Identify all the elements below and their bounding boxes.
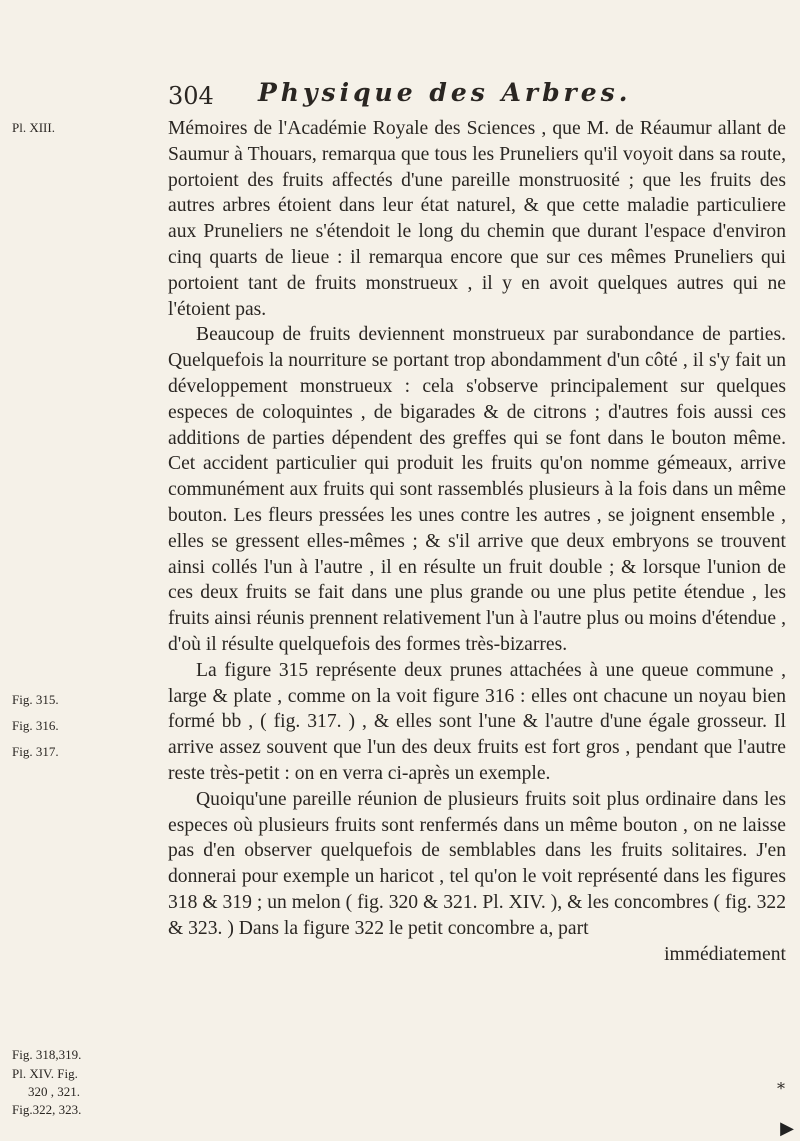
body-text [168,116,786,967]
page-header [168,78,768,118]
stray-asterisk: * [777,1079,785,1098]
paragraph: La figure 315 représente deux prunes attachées à une queue commune , large & plate , comme on la voit figure 316 : elles ont chacune un noyau bien formé bb , ( fig. 317. ) , & elles sont l'une & l'autre d'une égale grosseur. Il arrive assez souvent que l'un des deux fruits est fort gros , pendant que l'autre reste très-petit : on en verra ci-après un exemple. [168,659,786,784]
margin-note-fig-318: Fig. 318,319. [12,1047,82,1062]
margin-note-fig-315: Fig. 315. [12,692,59,707]
margin-note-fig-316: Fig. 316. [12,718,59,733]
paragraph: Beaucoup de fruits deviennent monstrueux par surabondance de parties. Quelquefois la nourriture se portant trop abondamment d'un côté , il s'y fait un développement monstrueux : cela s'observe principalement sur quelques especes de coloquintes , de bigarades & de citrons ; d'autres fois aussi ces additions de parties dépendent des greffes qui se font dans le bouton même. Cet accident particulier qui produit les fruits qu'on nomme gémeaux, arrive communément aux fruits qui sont rassemblés plusieurs à la fois dans un même bouton. Les fleurs pressées les unes contre les autres , se joignent ensemble , elles se gressent elles-mêmes ; & s'il arrive que deux embryons se trouvent ainsi collés l'un à l'autre , il en résulte un fruit double ; & lorsque l'union de ces deux fruits se fait dans une plus grande ou une plus petite étendue , les fruits ainsi réunis prennent relativement l'un à l'autre plus ou moins d'étendue , d'où il résulte quelquefois des formes très-bizarres. [168,324,786,655]
paragraph: Mémoires de l'Académie Royale des Sciences , que M. de Réaumur allant de Saumur à Thouars, remarqua que tous les Pruneliers qu'il voyoit dans sa route, portoient des fruits affectés d'une pareille monstruosité ; que les fruits des autres arbres étoient dans leur état naturel, & que cette maladie particuliere aux Pruneliers ne s'étendoit le long du chemin que durant l'espace d'environ cinq quarts de lieue : il remarqua encore que sur ces mêmes Pruneliers qui portoient tant de fruits monstrueux , il y en avoit quelques autres qui ne l'étoient pas. [168,118,786,320]
margin-note-fig-322: Fig.322, 323. [12,1102,82,1117]
margin-note-fig-320: 320 , 321. [28,1084,80,1099]
margin-note-fig-317: Fig. 317. [12,744,59,759]
paragraph: Quoiqu'une pareille réunion de plusieurs fruits soit plus ordinaire dans les especes où plusieurs fruits sont renfermés dans un même bouton , on ne laisse pas d'en observer quelquefois de semblables dans les fruits solitaires. J'en donnerai pour exemple un haricot , tel qu'on le voit représenté dans les figures 318 & 319 ; un melon ( fig. 320 & 321. Pl. XIV. ), & les concombres ( fig. 322 & 323. ) Dans la figure 322 le petit concombre a, part [168,788,786,939]
page-number: 304 [168,82,214,110]
final-line: immédiatement [664,943,786,965]
running-title: Physique des Arbres. [258,78,632,107]
corner-arrow-mark: ▶ [780,1118,794,1139]
margin-note-plate-xiv: Pl. XIV. Fig. [12,1066,78,1081]
margin-note-plate: Pl. XIII. [12,120,55,135]
